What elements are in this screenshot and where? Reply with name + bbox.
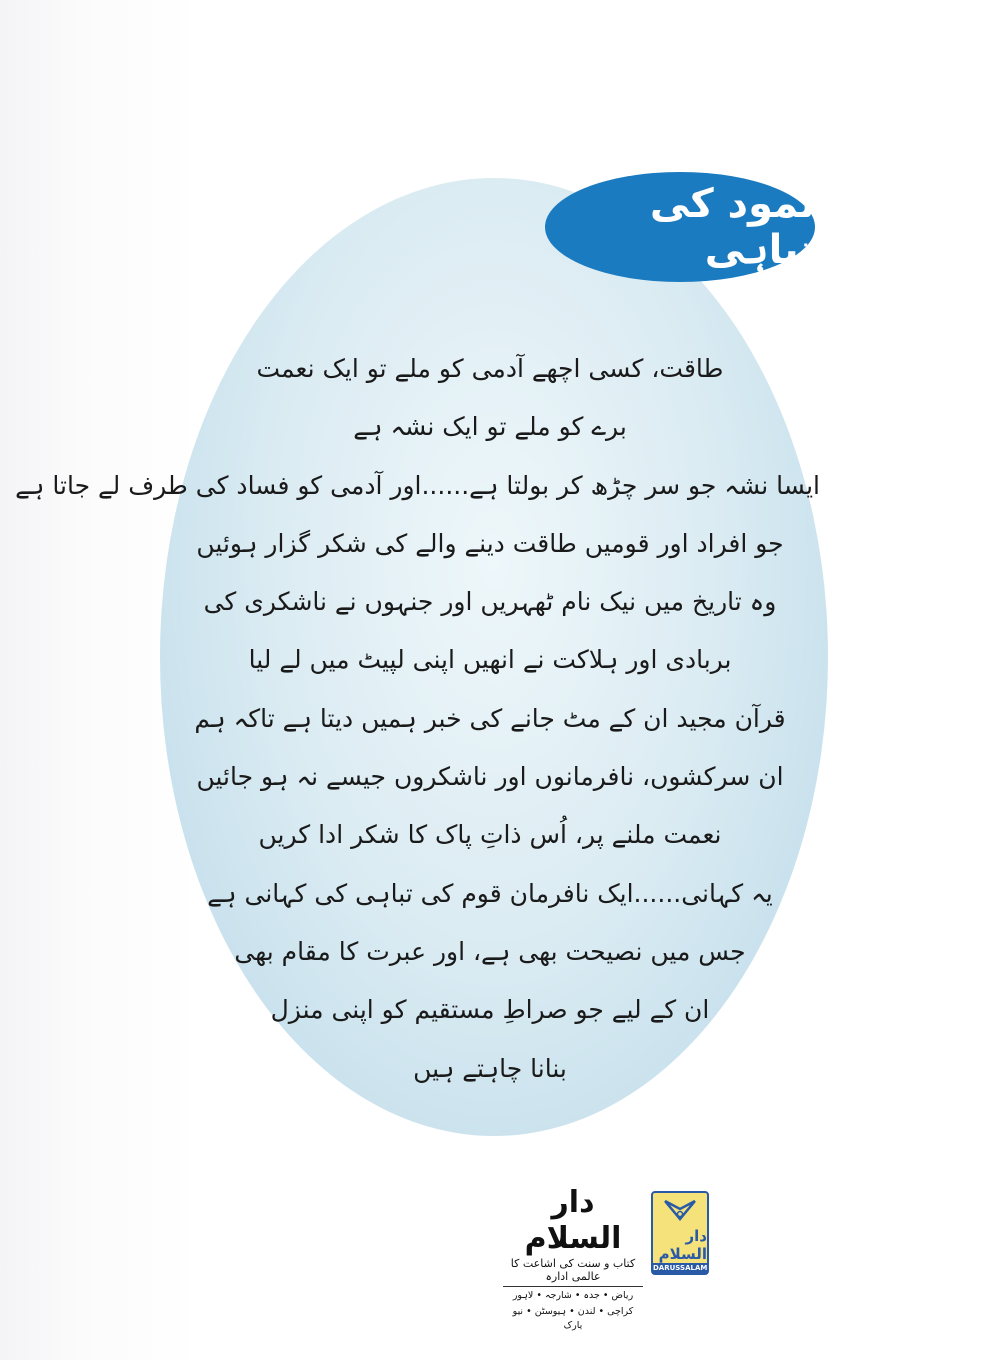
blurb-line: برے کو ملے تو ایک نشہ ہے (353, 412, 627, 442)
blurb-line: بنانا چاہتے ہیں (413, 1053, 567, 1083)
publisher-logo-badge (651, 1191, 709, 1275)
blurb-line: ان سرکشوں، نافرمانوں اور ناشکروں جیسے نہ ہو جائیں (196, 762, 784, 792)
badge-urdu-name: دار السلام (658, 1227, 707, 1263)
badge-english-name: DARUSSALAM (653, 1264, 708, 1272)
blurb-line: یہ کہانی......ایک نافرمان قوم کی تباہی کی کہانی ہے (207, 878, 773, 908)
book-stand-icon (663, 1197, 697, 1223)
blurb-line: جو افراد اور قومیں طاقت دینے والے کی شکر گزار ہوئیں (196, 528, 784, 558)
blurb-text (15, 340, 820, 1098)
blurb-line: وہ تاریخ میں نیک نام ٹھہریں اور جنہوں نے ناشکری کی (203, 587, 777, 617)
publisher-cities-1: ریاض • جدہ • شارجہ • لاہور (512, 1290, 634, 1301)
blurb-line: قرآن مجید ان کے مٹ جانے کی خبر ہمیں دیتا ہے تاکہ ہم (194, 703, 786, 733)
publisher-cities-2: کراچی • لندن • ہیوسٹن • نیو یارک (512, 1306, 634, 1331)
title-banner (545, 172, 815, 282)
blurb-line: ان کے لیے جو صراطِ مستقیم کو اپنی منزل (270, 995, 710, 1025)
publisher-tagline: کتاب و سنت کی اشاعت کا عالمی ادارہ (503, 1257, 643, 1287)
blurb-line: جس میں نصیحت بھی ہے، اور عبرت کا مقام بھی (234, 936, 746, 966)
publisher-name: دار السلام (524, 1185, 622, 1256)
publisher-wordmark (503, 1185, 643, 1333)
blurb-line: طاقت، کسی اچھے آدمی کو ملے تو ایک نعمت (256, 354, 724, 383)
blurb-line: نعمت ملنے پر، اُس ذاتِ پاک کا شکر ادا کریں (258, 820, 722, 850)
blurb-line: بربادی اور ہلاکت نے انھیں اپنی لپیٹ میں لے لیا (248, 645, 732, 675)
book-title: ثمود کی تباہی (649, 181, 815, 273)
blurb-line: ایسا نشہ جو سر چڑھ کر بولتا ہے......اور آدمی کو فساد کی طرف لے جاتا ہے (15, 470, 820, 500)
